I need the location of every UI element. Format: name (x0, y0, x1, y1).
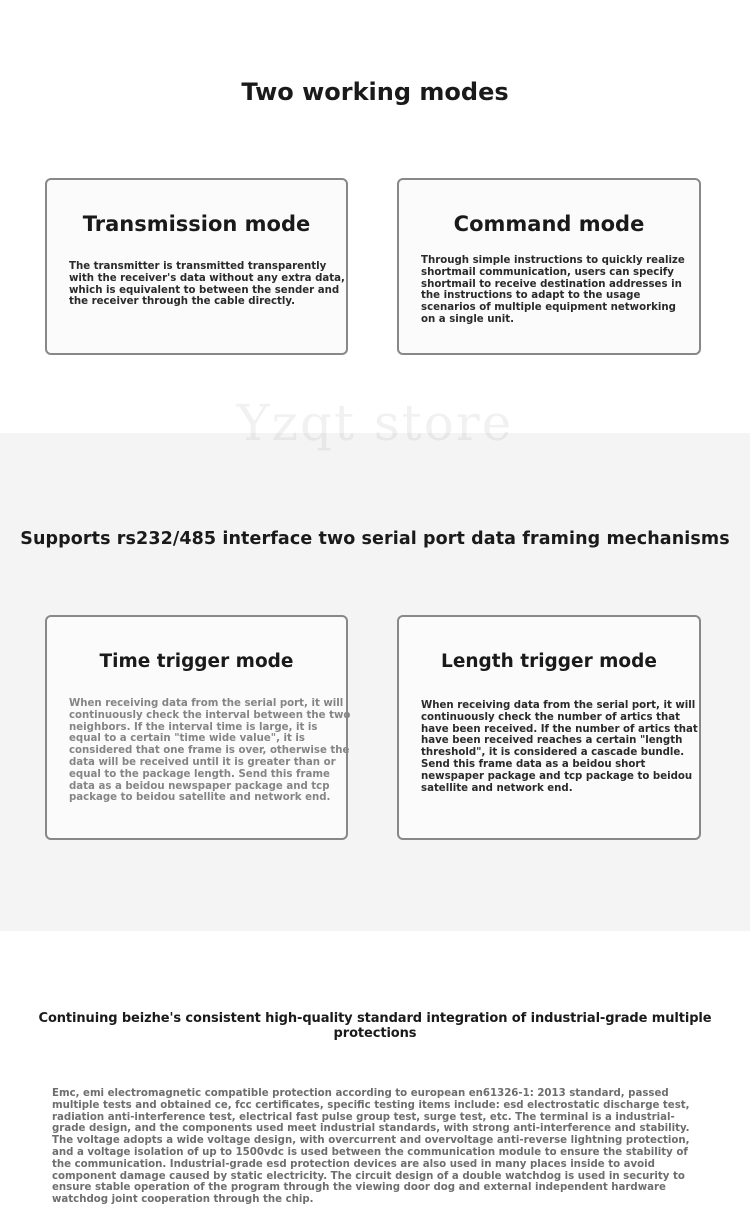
framing-mechanisms-heading: Supports rs232/485 interface two serial port data framing mechanisms (20, 529, 730, 549)
protections-section (0, 931, 750, 1207)
time-trigger-description: When receiving data from the serial port, it will continuously check the interval between the two neighbors. If the interval time is large, it is equal to a certain "time wide value", it is considered that one frame is over, otherwise the data will be received until it is greater than or equal to the package length. Send this frame data as a beidou newspaper package and tcp package to beidou satellite and network end. (69, 698, 351, 804)
length-trigger-title: Length trigger mode (441, 651, 657, 672)
transmission-mode-description: The transmitter is transmitted transparently with the receiver's data without any extra data, which is equivalent to between the sender and the receiver through the cable directly. (69, 261, 345, 308)
command-mode-title: Command mode (453, 212, 645, 236)
time-trigger-title: Time trigger mode (99, 651, 294, 672)
time-trigger-card (45, 615, 351, 840)
length-trigger-card (397, 615, 701, 840)
command-mode-description: Through simple instructions to quickly realize shortmail communication, users can specify shortmail to receive destination addresses in the instructions to adapt to the usage scenarios of multiple equipment networking on a single unit. (421, 255, 685, 325)
protections-heading: Continuing beizhe's consistent high-quality standard integration of industrial-grade multiple protections (38, 1011, 712, 1041)
transmission-mode-card (45, 178, 348, 355)
transmission-mode-title: Transmission mode (82, 212, 311, 236)
framing-mechanisms-section (0, 433, 750, 931)
working-modes-section (0, 0, 750, 433)
command-mode-card (397, 178, 701, 355)
working-modes-heading: Two working modes (241, 78, 509, 106)
protections-description: Emc, emi electromagnetic compatible protection according to european en61326-1: 2013 standard, passed multiple tests and obtained ce, fcc certificates, specific testing items include: esd electrostatic discharge test, radiation anti-interference test, electrical fast pulse group test, surge test, etc. The terminal is a industrial-grade design, and the components used meet industrial standards, with strong anti-interference and stability. The voltage adopts a wide voltage design, with overcurrent and overvoltage anti-reverse lightning protection, and a voltage isolation of up to 1500vdc is used between the communication module to ensure the stability of the communication. Industrial-grade esd protection devices are also used in many places inside to avoid component damage caused by static electricity. The circuit design of a double watchdog is used in security to ensure stable operation of the program through the viewing door dog and external independent hardware watchdog joint cooperation through the chip. (52, 1088, 690, 1206)
length-trigger-description: When receiving data from the serial port, it will continuously check the number of artics that have been received. If the number of artics that have been received reaches a certain "length threshold", it is considered a cascade bundle. Send this frame data as a beidou short newspaper package and tcp package to beidou satellite and network end. (421, 700, 698, 794)
